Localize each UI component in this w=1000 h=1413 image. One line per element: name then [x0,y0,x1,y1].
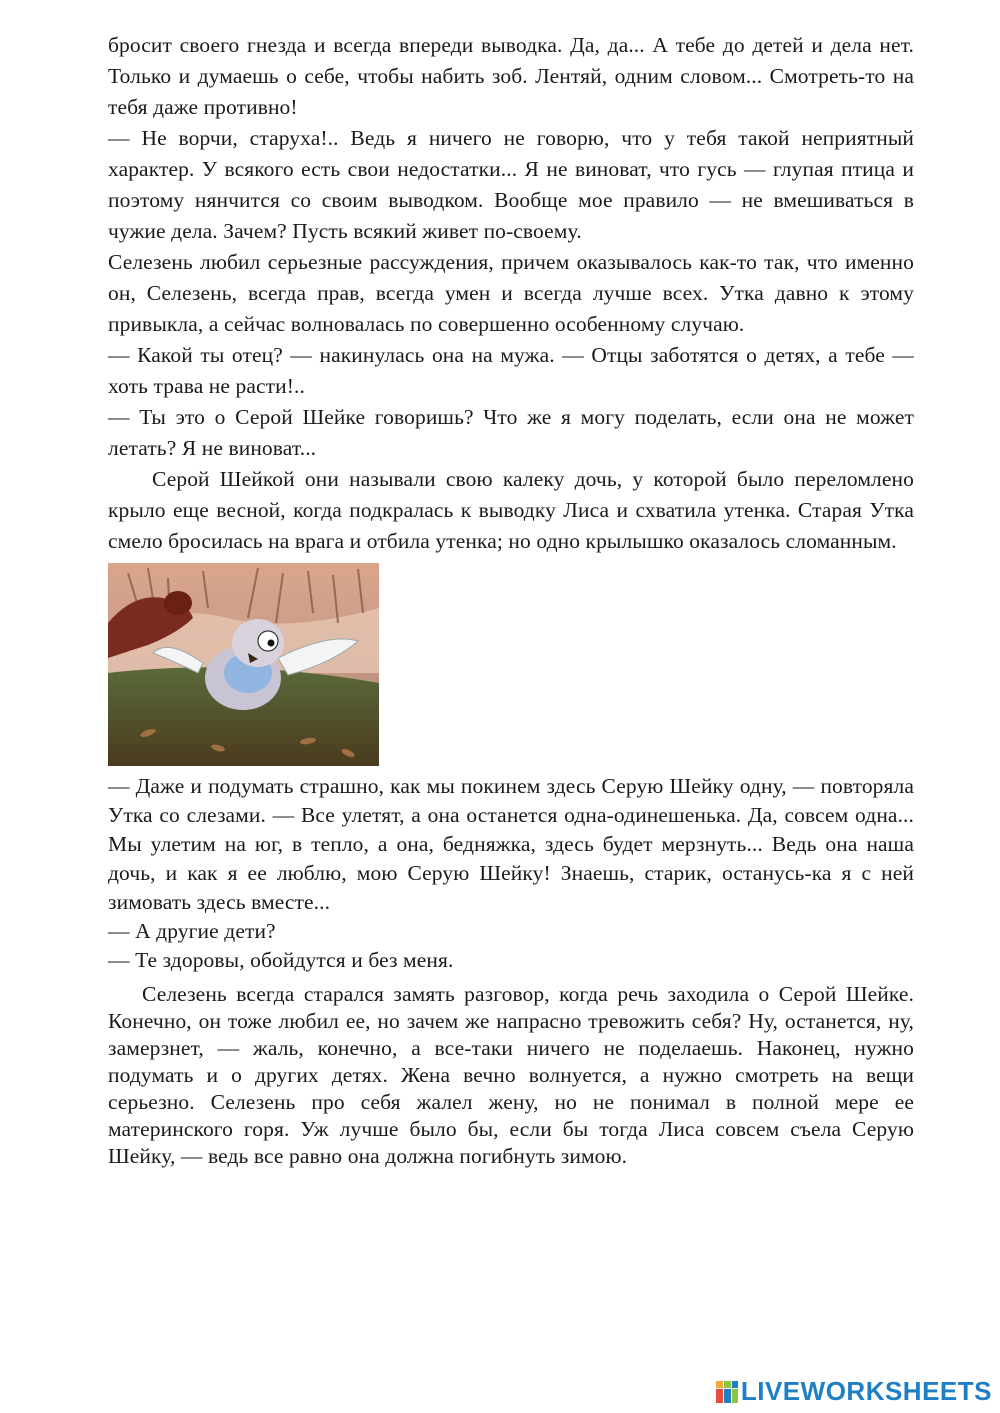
text-block-lower [108,772,914,1170]
paragraph-10: Селезень всегда старался замять разговор, когда речь заходила о Серой Шейке. Конечно, он тоже любил ее, но зачем же напрасно тревожить себя? Ну, останется, ну, замерзнет, — жаль, конечно, а все-таки ничего не поделаешь. Наконец, нужно подумать и о других детях. Жена вечно волнуется, а нужно смотреть на вещи серьезно. Селезень про себя жалел жену, но не понимал в полной мере ее материнского горя. Уж лучше было бы, если бы тогда Лиса совсем съела Серую Шейку, — ведь все равно она должна погибнуть зимою. [108,982,914,1168]
liveworksheets-logo [715,1376,992,1407]
paragraph-2: — Не ворчи, старуха!.. Ведь я ничего не говорю, что у тебя такой неприятный характер. У всякого есть свои недостатки... Я не виноват, что гусь — глупая птица и поэтому нянчится со своим выводком. Вообще мое правило — не вмешиваться в чужие дела. Зачем? Пусть всякий живет по-своему. [108,126,914,243]
paragraph-6: Серой Шейкой они называли свою калеку дочь, у которой было переломлено крыло еще весной, когда подкралась к выводку Лиса и схватила утенка. Старая Утка смело бросилась на врага и отбила утенка; но одно крылышко оказалось сломанным. [108,467,914,553]
paragraph-5: — Ты это о Серой Шейке говоришь? Что же я могу поделать, если она не может летать? Я не виноват... [108,405,914,460]
paragraph-9: — Те здоровы, обойдутся и без меня. [108,948,454,972]
liveworksheets-logo-text: LIVEWORKSHEETS [740,1376,992,1406]
paragraph-8: — А другие дети? [108,919,276,943]
worksheet-page [108,30,914,1170]
cartoon-illustration [108,563,379,766]
paragraph-1: бросит своего гнезда и всегда впереди выводка. Да, да... А тебе до детей и дела нет. Только и думаешь о себе, чтобы набить зоб. Лентяй, одним словом... Смотреть-то на тебя даже противно! [108,33,914,119]
paragraph-3: Селезень любил серьезные рассуждения, причем оказывалось как-то так, что именно он, Селезень, всегда прав, всегда умен и всегда лучше всех. Утка давно к этому привыкла, а сейчас волновалась по совершенно особенному случаю. [108,250,914,336]
paragraph-7: — Даже и подумать страшно, как мы покинем здесь Серую Шейку одну, — повторяла Утка со слезами. — Все улетят, а она останется одна-одинешенька. Да, совсем одна... Мы улетим на юг, в тепло, а она, бедняжка, здесь будет мерзнуть... Ведь она наша дочь, и как я ее люблю, мою Серую Шейку! Знаешь, старик, останусь-ка я с ней зимовать здесь вместе... [108,774,914,914]
paragraph-4: — Какой ты отец? — накинулась она на мужа. — Отцы заботятся о детях, а тебе — хоть трава не расти!.. [108,343,914,398]
liveworksheets-logo-icon [715,1380,739,1404]
